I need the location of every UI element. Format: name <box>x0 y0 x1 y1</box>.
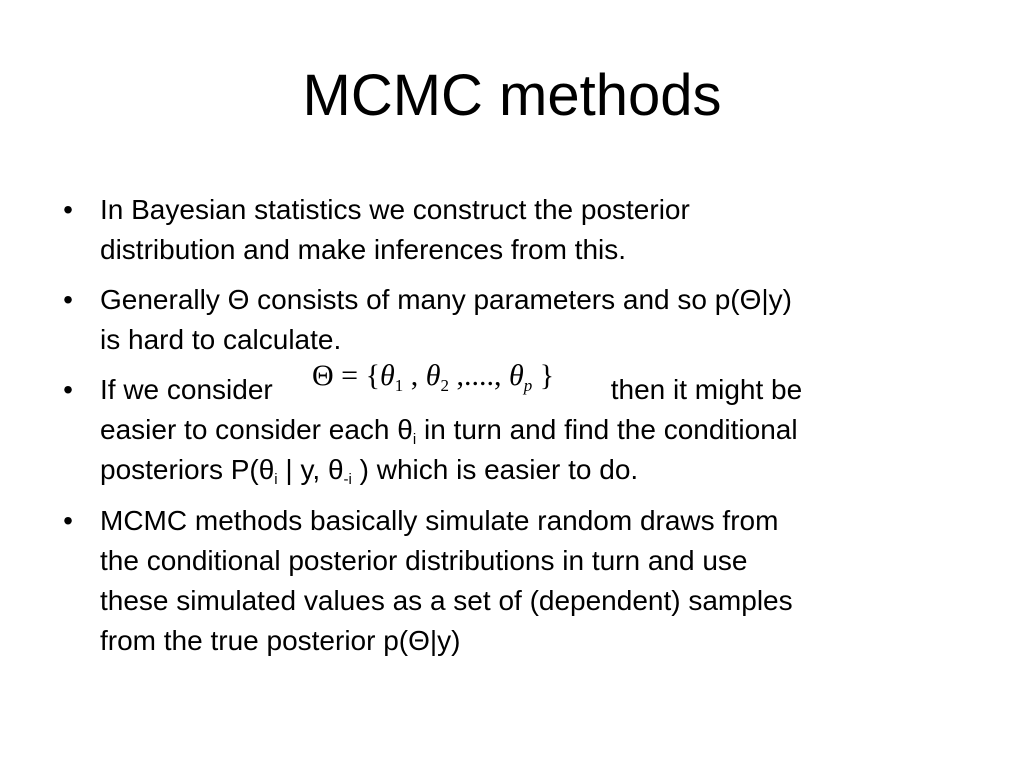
bullet-item-4 <box>63 501 970 661</box>
formula-subscript-1: 1 <box>394 376 404 395</box>
bullet-4-line-2: the conditional posterior distributions in turn and use <box>100 545 748 576</box>
formula-subscript-p: p <box>523 376 533 395</box>
bullet-marker: • <box>63 505 73 536</box>
bullet-2-line-1: Generally Θ consists of many parameters and so p(Θ|y) <box>100 284 792 315</box>
bullet-4-line-3: these simulated values as a set of (dependent) samples <box>100 585 793 616</box>
bullet-item-1 <box>63 190 970 270</box>
subscript-i: i <box>274 471 278 488</box>
formula-comma: , <box>403 359 426 392</box>
formula-capital-theta: Θ <box>312 359 334 392</box>
bullet-3-line-2-post: in turn and find the conditional <box>416 414 798 445</box>
formula-close-brace: } <box>532 359 555 392</box>
formula-theta: θ <box>380 359 395 392</box>
bullet-3-line-2 <box>100 410 970 450</box>
formula-theta: θ <box>425 359 441 392</box>
bullet-marker: • <box>63 284 73 315</box>
bullet-2-line-2: is hard to calculate. <box>100 324 342 355</box>
bullet-marker: • <box>63 194 73 225</box>
bullet-3-line-3-mid: | y, θ <box>277 454 344 485</box>
bullet-3-line-3-post: ) which is easier to do. <box>351 454 639 485</box>
formula-equals-brace: = { <box>333 359 380 392</box>
bullet-3-line-2-pre: easier to consider each θ <box>100 414 413 445</box>
bullet-3-line-1-pre: If we consider <box>100 374 273 405</box>
bullet-3-line-1-post: then it might be <box>610 374 803 405</box>
subscript-i: i <box>412 431 417 448</box>
bullet-4-line-1: MCMC methods basically simulate random draws from <box>100 505 779 536</box>
bullet-1-line-2: distribution and make inferences from this. <box>100 234 627 265</box>
bullet-4-line-4: from the true posterior p(Θ|y) <box>100 625 461 656</box>
bullet-3-line-3-pre: posteriors P(θ <box>100 454 275 485</box>
theta-set-formula <box>312 356 554 396</box>
slide-title: MCMC methods <box>302 63 722 128</box>
subscript-minus-i: -i <box>343 471 352 488</box>
bullet-1-line-1: In Bayesian statistics we construct the posterior <box>100 194 690 225</box>
bullet-3-line-3 <box>100 450 970 490</box>
bullet-item-2 <box>63 280 970 360</box>
formula-subscript-2: 2 <box>440 376 449 395</box>
bullet-marker: • <box>63 374 73 405</box>
formula-theta: θ <box>509 359 524 392</box>
formula-ellipsis: ,...., <box>449 359 509 392</box>
